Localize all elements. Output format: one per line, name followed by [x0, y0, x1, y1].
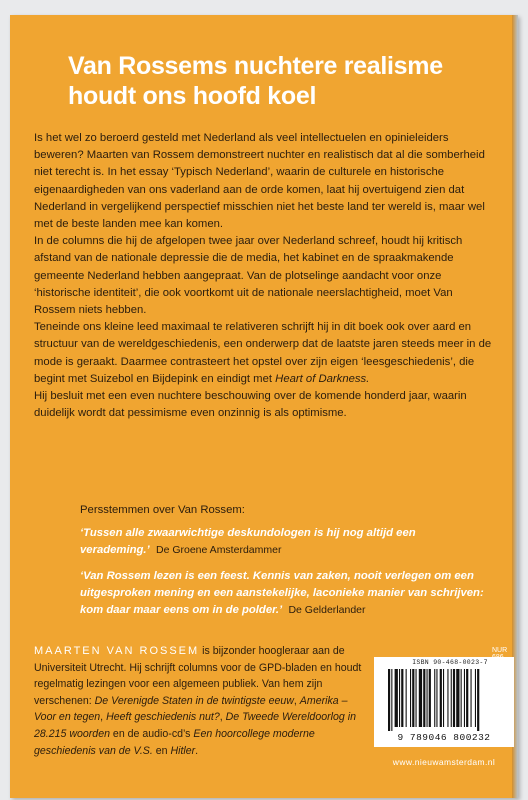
barcode-bar	[399, 669, 400, 727]
barcode-bar	[436, 669, 437, 727]
barcode-bar	[423, 669, 425, 727]
headline-line-2: houdt ons hoofd koel	[68, 82, 317, 110]
barcode-icon	[388, 669, 512, 731]
barcode-bar	[451, 669, 452, 727]
press-quote	[80, 568, 500, 620]
barcode-bar	[456, 669, 459, 727]
bio-book-title: Amerika – Voor en tegen	[34, 694, 348, 724]
blurb-paragraph: In de columns die hij de afgelopen twee jaar over Nederland schreef, houdt hij kritisch afstand van de nationale depressie die de media, het kabinet en de spraakmakende gemeente Nederland hebben aangepraat. Van de plotselinge aandacht voor onze ‘historische identiteit’, die ook voortkomt uit de nationale neerslachtigheid, moet Van Rossem niets hebben.	[34, 235, 463, 317]
ean-number: 9 789046 800232	[397, 732, 491, 743]
bio-text: is bijzonder hoogleraar aan de Universiteit Utrecht. Hij schrijft columns voor de GPD-bladen en houdt regelmatig lezingen voor een algemeen publiek. Van hem zijn verschenen:	[34, 645, 362, 707]
quote-text: ‘Tussen alle zwaarwichtige deskundologen is hij nog altijd een verademing.’	[80, 527, 416, 557]
nur-code: NUR	[492, 647, 508, 654]
blurb-text	[34, 130, 494, 422]
barcode-bar	[475, 669, 476, 727]
bio-text: .	[195, 744, 199, 757]
author-name: MAARTEN VAN ROSSEM	[34, 645, 200, 657]
barcode-bar	[410, 669, 411, 727]
quote-text: ‘Van Rossem lezen is een feest. Kennis van zaken, nooit verlegen om een uitgesproken mening en een aanstekelijke, laconieke manier van schrijven: kom daar maar eens om in de polder.’	[80, 569, 484, 617]
isbn-number: ISBN 90-468-0023-7	[412, 659, 488, 666]
barcode-bar	[406, 669, 407, 727]
bio-book-title: Hitler	[170, 744, 196, 757]
blurb-paragraph-text: Teneinde ons kleine leed maximaal te relativeren schrijft hij in dit boek ook over aard en structuur van de wereldgeschiedenis, een onderwerp dat de laatste jaren steeds meer in de mode is geraakt. Daarmee contrasteert het opstel over zijn eigen ‘leesgeschiedenis’, die begint met Suizebol en Bijdepink en eindigt met	[34, 321, 492, 385]
barcode-bar	[416, 669, 417, 727]
barcode-bar	[388, 669, 390, 731]
barcode-bar	[419, 669, 422, 727]
quote-source: De Groene Amsterdammer	[155, 544, 282, 557]
publisher-website: www.nieuwamsterdam.nl	[392, 757, 496, 767]
barcode-bar	[453, 669, 455, 727]
author-bio	[34, 643, 364, 759]
barcode-bar	[395, 669, 398, 727]
barcode-bar	[461, 669, 462, 727]
bio-text: ,	[100, 711, 107, 724]
press-quotes	[80, 502, 500, 627]
barcode-bar	[477, 669, 479, 731]
barcode-bar	[443, 669, 444, 727]
barcode-bar	[412, 669, 414, 727]
barcode-bar	[434, 669, 435, 727]
barcode-bar	[401, 669, 403, 727]
barcode-bar	[464, 669, 465, 727]
barcode-bar	[447, 669, 448, 727]
press-lead: Persstemmen over Van Rossem:	[80, 504, 245, 516]
barcode-bar	[440, 669, 442, 727]
bio-text: ,	[219, 711, 226, 724]
barcode-bar	[466, 669, 468, 727]
barcode-bar	[427, 669, 428, 727]
blurb-paragraph	[34, 319, 494, 388]
bio-text: en de audio-cd’s	[109, 727, 194, 740]
book-back-cover	[10, 15, 518, 798]
bio-text: ,	[293, 694, 300, 707]
barcode-panel	[374, 657, 514, 747]
barcode-bar	[471, 669, 472, 727]
blurb-paragraph: Hij besluit met een even nuchtere beschouwing over de komende honderd jaar, waarin duidelijk wordt dat pessimisme even onzinnig is als optimisme.	[34, 390, 467, 420]
bio-text: en	[152, 744, 171, 757]
bio-book-title: De Verenigde Staten in de twintigste eeuw	[94, 694, 294, 707]
blurb-paragraph: Is het wel zo beroerd gesteld met Nederland als veel intellectuelen en opinieleiders beweren? Maarten van Rossem demonstreert nuchter en realistisch dat al die somberheid niet terecht is. In het essay ‘Typisch Nederland’, waarin de culturele en historische eigenaardigheden van ons vaderland aan de orde komen, laat hij overtuigend zien dat Nederland in vergelijkend perspectief misschien niet het beste land ter wereld is, maar wel met de beste landen mee kan komen.	[34, 132, 485, 231]
cover-headline	[68, 51, 508, 111]
bio-book-title: De Tweede Wereldoorlog in 28.215 woorden	[34, 711, 356, 740]
quote-source: De Gelderlander	[288, 604, 366, 617]
barcode-bar	[391, 669, 392, 731]
press-quote	[80, 525, 500, 559]
headline-line-1: Van Rossems nuchtere realisme	[68, 52, 443, 80]
barcode-bar	[429, 669, 431, 727]
book-title-heart-of-darkness: Heart of Darkness.	[275, 372, 370, 385]
bio-book-title: Een hoorcollege moderne geschiedenis van de V.S.	[34, 727, 315, 757]
bio-book-title: Heeft geschiedenis nut?	[106, 711, 220, 724]
